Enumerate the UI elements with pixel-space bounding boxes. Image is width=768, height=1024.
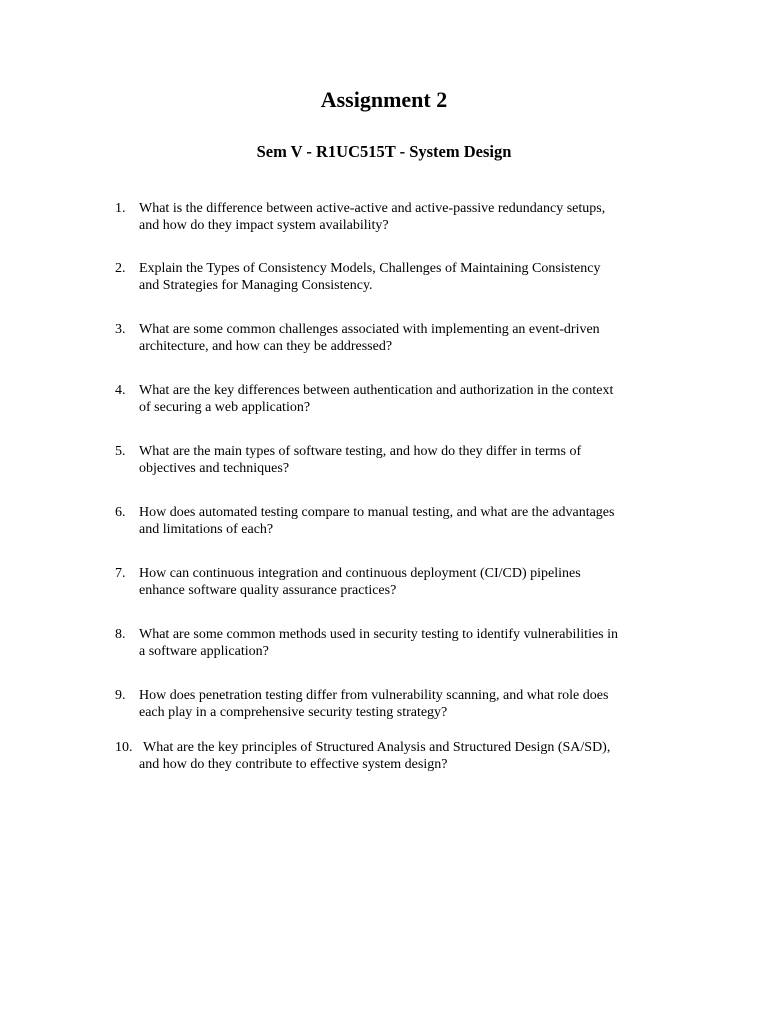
- question-text: [139, 739, 679, 773]
- question-line: What is the difference between active-active and active-passive redundancy setups,: [139, 201, 606, 216]
- question-text: [139, 565, 679, 599]
- question-line: a software application?: [139, 644, 269, 659]
- question-line: and how do they contribute to effective system design?: [139, 757, 448, 772]
- question-number: 5.: [115, 444, 126, 459]
- question-line: What are the key differences between authentication and authorization in the context: [139, 383, 614, 398]
- question-line: What are the key principles of Structured Analysis and Structured Design (SA/SD),: [143, 740, 611, 755]
- question-text: [139, 626, 679, 660]
- question-line: What are the main types of software testing, and how do they differ in terms of: [139, 444, 582, 459]
- question-line: Explain the Types of Consistency Models, Challenges of Maintaining Consistency: [139, 261, 601, 276]
- question-number: 9.: [115, 688, 126, 703]
- question-line: What are some common challenges associated with implementing an event-driven: [139, 322, 600, 337]
- question-line: What are some common methods used in security testing to identify vulnerabilities in: [139, 627, 619, 642]
- question-text: [139, 260, 679, 294]
- question-line: How does penetration testing differ from vulnerability scanning, and what role does: [139, 688, 609, 703]
- question-number: 3.: [115, 322, 126, 337]
- question-number: 7.: [115, 566, 126, 581]
- question-line: objectives and techniques?: [139, 461, 290, 476]
- question-line: enhance software quality assurance practices?: [139, 583, 397, 598]
- question-line: and Strategies for Managing Consistency.: [139, 278, 373, 293]
- question-line: and how do they impact system availability?: [139, 218, 389, 233]
- question-number: 10.: [115, 740, 133, 755]
- question-line: of securing a web application?: [139, 400, 311, 415]
- question-line: How does automated testing compare to manual testing, and what are the advantages: [139, 505, 615, 520]
- question-line: each play in a comprehensive security testing strategy?: [139, 705, 448, 720]
- question-line: and limitations of each?: [139, 522, 274, 537]
- question-number: 4.: [115, 383, 126, 398]
- question-text: [139, 382, 679, 416]
- question-line: architecture, and how can they be addressed?: [139, 339, 393, 354]
- question-text: [139, 504, 679, 538]
- question-line: How can continuous integration and continuous deployment (CI/CD) pipelines: [139, 566, 581, 581]
- question-number: 1.: [115, 201, 126, 216]
- question-text: [139, 200, 679, 234]
- question-number: 8.: [115, 627, 126, 642]
- question-text: [139, 687, 679, 721]
- page-title: Assignment 2: [320, 87, 448, 112]
- question-number: 2.: [115, 261, 126, 276]
- page-subtitle: Sem V - R1UC515T - System Design: [256, 142, 512, 161]
- question-text: [139, 321, 679, 355]
- question-number: 6.: [115, 505, 126, 520]
- question-text: [139, 443, 679, 477]
